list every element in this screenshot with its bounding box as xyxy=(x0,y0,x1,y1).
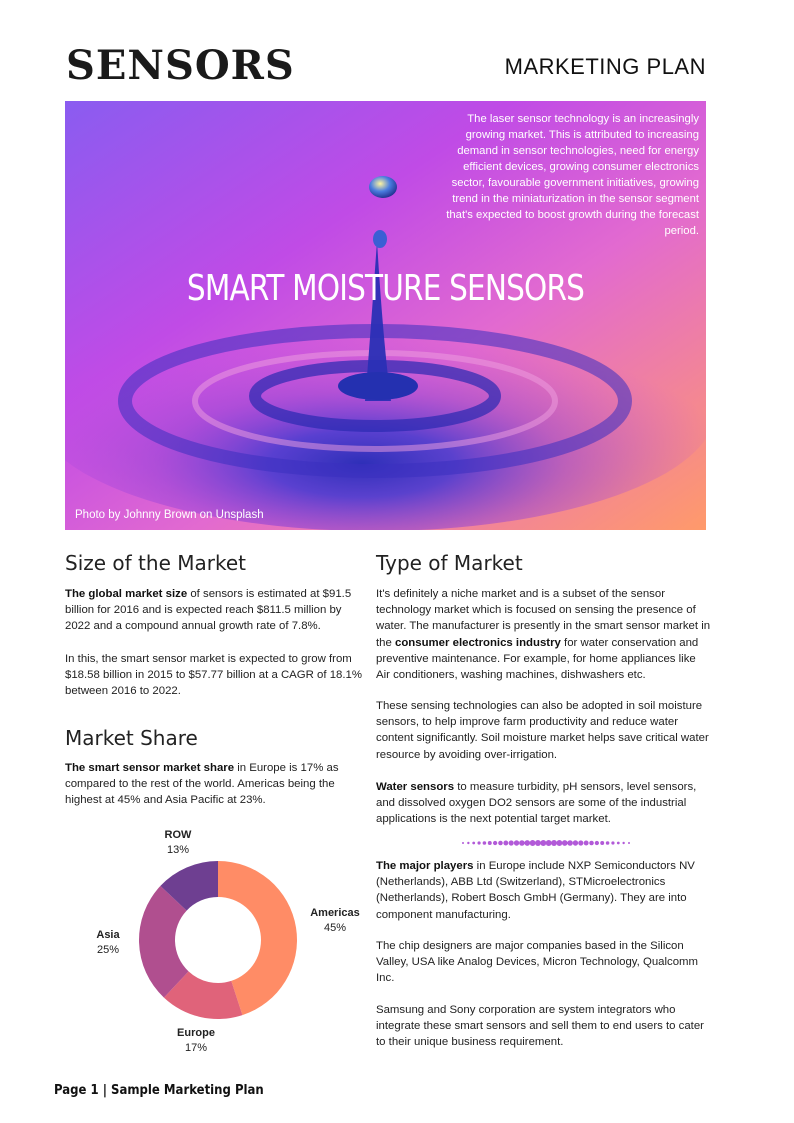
pie-label-asia: Asia 25% xyxy=(96,929,120,956)
divider-dot xyxy=(493,841,497,845)
divider-dot xyxy=(483,841,487,845)
size-of-market-paragraph-2: In this, the smart sensor market is expected to grow from $18.58 billion in 2015 to $57.77 billion at a CAGR of 18.1% between 2016 to 2022. xyxy=(65,653,362,698)
players-paragraph-3: Samsung and Sony corporation are system integrators who integrate these smart sensors and sell them to end users to cater to their unique business requirement. xyxy=(376,1004,704,1049)
type-of-market-heading: Type of Market xyxy=(376,551,523,575)
type-of-market-paragraph-1: It's definitely a niche market and is a subset of the sensor technology market which is focused on sensing the presence of water. The manufacturer is presently in the smart sensor market in the consumer electronics industry for water conservation and preventive maintenance. For example, for home appliances like Air conditioners, washing machines, dishwashers etc. xyxy=(376,588,711,682)
divider-dot xyxy=(540,840,546,846)
divider-dot xyxy=(472,842,475,845)
document-title: MARKETING PLAN xyxy=(504,54,706,79)
pie-label-row: ROW 13% xyxy=(164,829,192,856)
dotted-divider xyxy=(460,840,632,846)
market-share-paragraph: The smart sensor market share in Europe is 17% as compared to the rest of the world. Americas being the highest at 45% and Asia Pacific at 23%. xyxy=(65,762,339,807)
divider-dot xyxy=(524,840,530,846)
size-of-market-heading: Size of the Market xyxy=(65,551,246,575)
divider-dot xyxy=(488,841,492,845)
divider-dot xyxy=(562,840,568,846)
market-share-heading: Market Share xyxy=(65,726,198,750)
page-footer: Page 1 | Sample Marketing Plan xyxy=(54,1083,264,1098)
pie-label-europe: Europe 17% xyxy=(177,1027,215,1054)
size-of-market-paragraph-1: The global market size of sensors is estimated at $91.5 billion for 2016 and is expected reach $811.5 million by 2022 and a compound annual growth rate of 7.8%. xyxy=(65,588,352,633)
divider-dot xyxy=(530,840,536,846)
type-of-market-paragraph-3: Water sensors to measure turbidity, pH sensors, level sensors, and dissolved oxygen DO2 sensors are some of the industrial applications is the next potential target market. xyxy=(376,781,697,826)
hero-image xyxy=(65,101,706,530)
divider-dot xyxy=(467,842,469,844)
divider-dot xyxy=(556,840,562,846)
photo-credit: Photo by Johnny Brown on Unsplash xyxy=(75,509,264,521)
divider-dot xyxy=(617,842,620,845)
divider-dot xyxy=(503,841,508,846)
divider-dot xyxy=(514,840,519,845)
divider-dot xyxy=(578,840,583,845)
type-of-market-paragraph-2: These sensing technologies can also be adopted in soil moisture sensors, to help improve farm productivity and reduce water content significantly. Soil moisture market helps save critical water resource by avoiding over-irrigation. xyxy=(376,700,709,761)
divider-dot xyxy=(606,841,610,845)
players-paragraph-2: The chip designers are major companies based in the Silicon Valley, USA like Analog Devices, Micron Technology, Qualcomm Inc. xyxy=(376,940,699,985)
divider-dot xyxy=(546,840,552,846)
divider-dot xyxy=(462,842,464,844)
divider-dot xyxy=(589,841,594,846)
divider-dot xyxy=(628,842,630,844)
divider-dot xyxy=(535,840,541,846)
divider-dot xyxy=(611,841,614,844)
divider-dot xyxy=(519,840,525,846)
hero-heading: SMART MOISTURE SENSORS xyxy=(186,268,585,309)
market-share-donut-chart xyxy=(118,840,318,1040)
divider-dot xyxy=(600,841,604,845)
divider-dot xyxy=(567,840,573,846)
pie-label-americas: Americas 45% xyxy=(310,907,360,934)
hero-blurb: The laser sensor technology is an increasingly growing market. This is attributed to increasing demand in sensor technologies, need for energy efficient devices, growing consumer electronics sector, favourable government initiatives, growing trend in the miniaturization in the sensor segment that's expected to boost growth during the forecast period. xyxy=(446,113,699,237)
divider-dot xyxy=(498,841,503,846)
brand-title: SENSORS xyxy=(66,42,295,89)
divider-dot xyxy=(573,840,578,845)
divider-dot xyxy=(622,842,624,844)
divider-dot xyxy=(551,840,557,846)
divider-dot xyxy=(477,841,480,844)
divider-dot xyxy=(509,840,514,845)
players-paragraph-1: The major players in Europe include NXP Semiconductors NV (Netherlands), ABB Ltd (Switzerland), STMicroelectronics (Netherlands), Robert Bosch GmbH (Germany). They are into component manufacturing. xyxy=(376,860,695,921)
divider-dot xyxy=(584,841,589,846)
divider-dot xyxy=(595,841,599,845)
